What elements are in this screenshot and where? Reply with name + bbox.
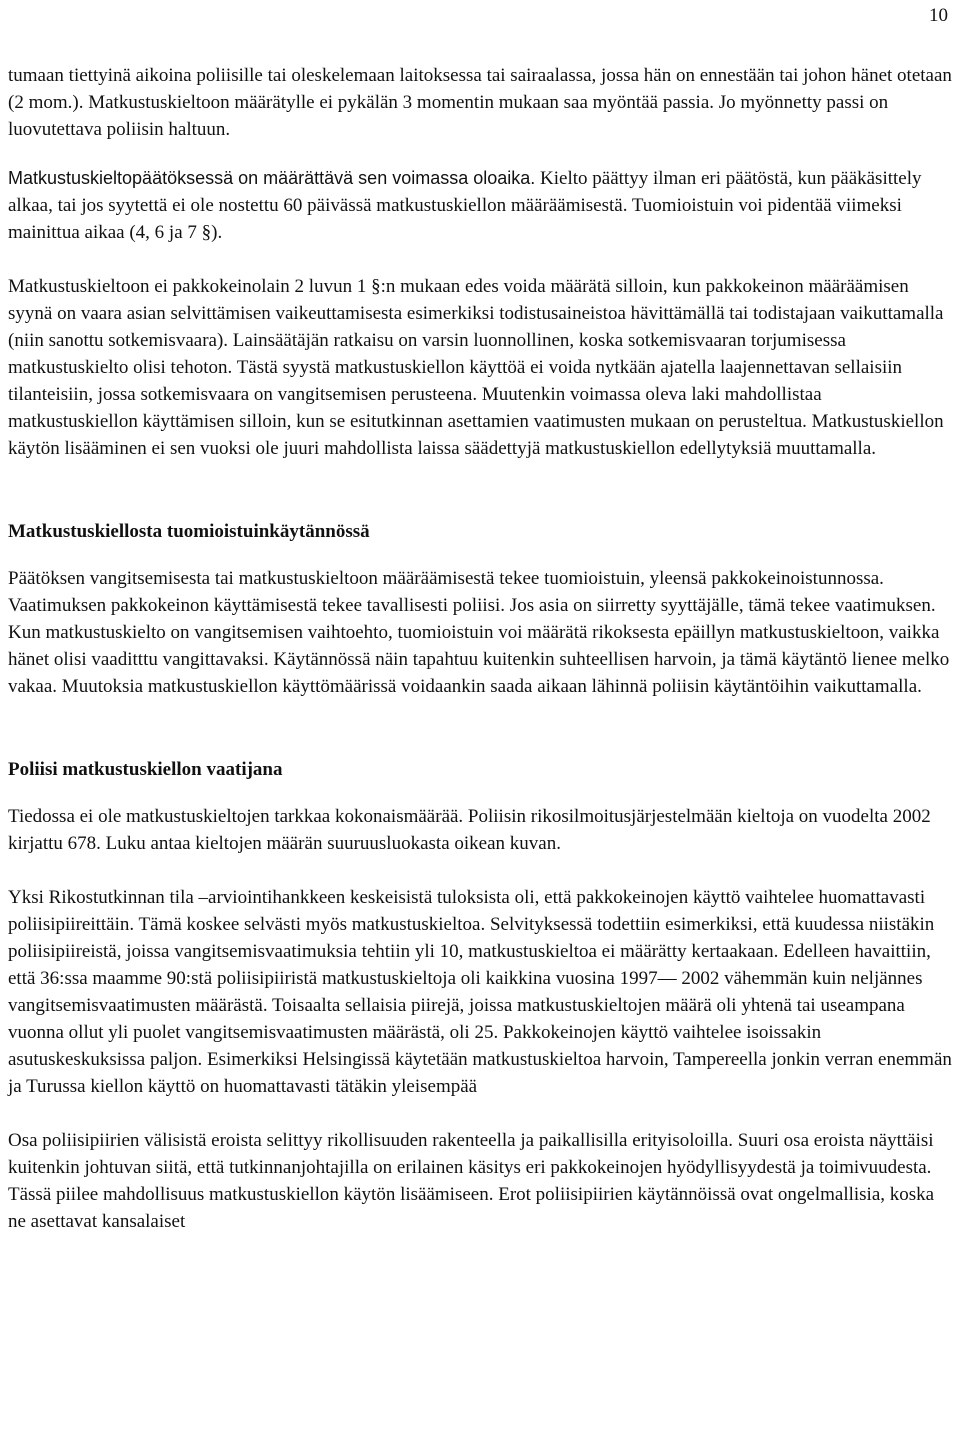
paragraph-travel-ban-duration-lead: Matkustuskieltopäätöksessä on määrättävä sen voimassa oloaika. <box>8 168 536 188</box>
paragraph-obstruction-risk: Matkustuskieltoon ei pakkokeinolain 2 luvun 1 §:n mukaan edes voida määrätä silloin, kun pakkokeinon määräämisen syynä on vaara asian selvittämisen vaikeuttamisesta esimerkiksi todistusaineistoa hävittämällä tai todistajaan vaikuttamalla (niin sanottu sotkemisvaara). Lainsäätäjän ratkaisu on varsin luonnollinen, koska sotkemisvaaran torjumisessa matkustuskielto olisi tehoton. Tästä syystä matkustuskiellon käyttöä ei voida nytkään ajatella laajennettavan sellaisiin tilanteisiin, jossa sotkemisvaara on vangitsemisen perusteena. Muutenkin voimassa oleva laki mahdollistaa matkustuskiellon käyttämisen silloin, kun se esitutkinnan asettamien vaatimusten mukaan on perusteltua. Matkustuskiellon käytön lisääminen ei sen vuoksi ole juuri mahdollista laissa säädettyjä matkustuskiellon edellytyksiä muuttamalla. <box>8 276 944 459</box>
paragraph-total-count: Tiedossa ei ole matkustuskieltojen tarkkaa kokonaismäärää. Poliisin rikosilmoitusjärjestelmään kieltoja on vuodelta 2002 kirjattu 678. Luku antaa kieltojen määrän suuruusluokasta oikean kuvan. <box>8 806 931 854</box>
paragraph-court-practice: Päätöksen vangitsemisesta tai matkustuskieltoon määräämisestä tekee tuomioistuin, yleensä pakkokeinoistunnossa. Vaatimuksen pakkokeinon käyttämisestä tekee tavallisesti poliisi. Jos asia on siirretty syyttäjälle, tämä tekee vaatimuksen. Kun matkustuskielto on vangitsemisen vaihtoehto, tuomioistuin voi määrätä rikoksesta epäillyn matkustuskieltoon, vaikka hänet olisi vaaditttu vangittavaksi. Käytännössä näin tapahtuu kuitenkin suhteellisen harvoin, ja tämä käytäntö lienee melko vakaa. Muutoksia matkustuskiellon käyttömäärissä voidaankin saada aikaan lähinnä poliisin käytäntöihin vaikuttamalla. <box>8 568 950 697</box>
paragraph-travel-ban-duration <box>8 165 953 246</box>
paragraph-continuation: tumaan tiettyinä aikoina poliisille tai oleskelemaan laitoksessa tai sairaalassa, jossa hän on ennestään tai johon hänet otetaan (2 mom.). Matkustuskieltoon määrätylle ei pykälän 3 momentin mukaan saa myöntää passia. Jo myönnetty passi on luovutettava poliisin haltuun. <box>8 65 952 140</box>
paragraph-district-differences: Osa poliisipiirien välisistä eroista selittyy rikollisuuden rakenteella ja paikallisilla erityisoloilla. Suuri osa eroista näyttäisi kuitenkin johtuvan siitä, että tutkinnanjohtajilla on erilainen käsitys eri pakkokeinojen hyödyllisyydestä ja toimivuudesta. Tässä piilee mahdollisuus matkustuskiellon käytön lisäämiseen. Erot poliisipiirien käytännöissä ovat ongelmallisia, koska ne asettavat kansalaiset <box>8 1130 935 1232</box>
document-body <box>8 62 953 1235</box>
heading-court-practice: Matkustuskiellosta tuomioistuinkäytännössä <box>8 521 370 542</box>
heading-police-requester: Poliisi matkustuskiellon vaatijana <box>8 759 283 780</box>
paragraph-regional-variation: Yksi Rikostutkinnan tila –arviointihankkeen keskeisistä tuloksista oli, että pakkokeinojen käyttö vaihtelee huomattavasti poliisipiireittäin. Tämä koskee selvästi myös matkustuskieltoa. Selvityksessä todettiin esimerkiksi, että kuudessa niistäkin poliisipiireistä, joissa vangitsemisvaatimuksia tehtiin yli 10, matkustuskieltoa ei määrätty kertaakaan. Edelleen havaittiin, että 36:ssa maamme 90:stä poliisipiiristä matkustuskieltoja oli kaikkina vuosina 1997— 2002 vähemmän kuin neljännes vangitsemisvaatimusten määrästä. Toisaalta sellaisia piirejä, joissa matkustuskieltojen määrä oli yhtenä tai useampana vuonna ollut yli puolet vangitsemisvaatimusten määrästä, oli 25. Pakkokeinojen käyttö vaihtelee isoissakin asutuskeskuksissa paljon. Esimerkiksi Helsingissä käytetään matkustuskieltoa harvoin, Tampereella jonkin verran enemmän ja Turussa kiellon käyttö on huomattavasti tätäkin yleisempää <box>8 887 952 1097</box>
page-number: 10 <box>929 5 948 26</box>
paragraph-travel-ban-duration-rest: Kielto päättyy ilman eri päätöstä, kun pääkäsittely alkaa, tai jos syytettä ei ole nostettu 60 päivässä matkustuskiellon määräämisestä. Tuomioistuin voi pidentää viimeksi mainittua aikaa (4, 6 ja 7 §). <box>8 168 922 243</box>
